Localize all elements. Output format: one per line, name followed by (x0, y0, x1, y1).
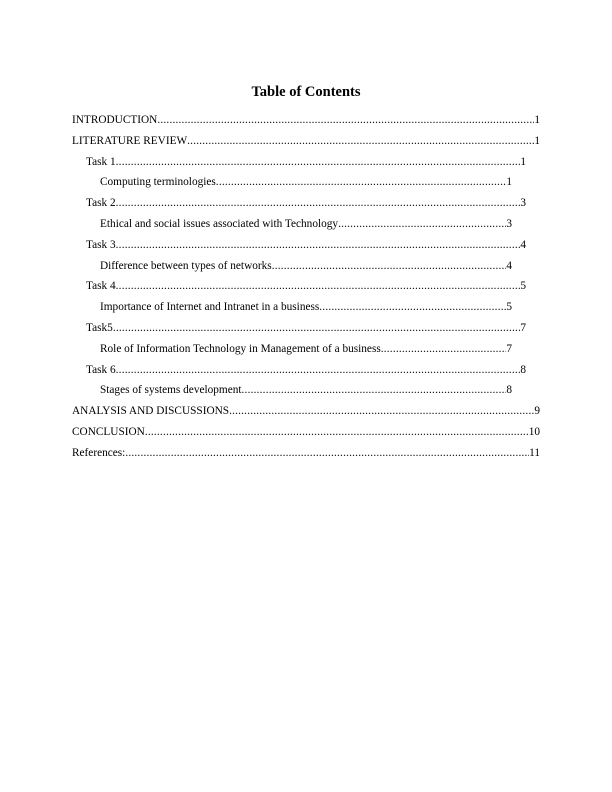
toc-entry-task-2[interactable] (0, 193, 612, 214)
toc-entry-difference-networks[interactable] (0, 256, 612, 277)
toc-entry-label: Task 1 (86, 155, 116, 168)
toc-entry-label: INTRODUCTION (72, 114, 158, 126)
toc-entry-ethical-social-issues[interactable] (0, 214, 612, 235)
toc-entry-page: 8 (506, 384, 512, 397)
toc-entry-label: LITERATURE REVIEW (72, 134, 188, 147)
dot-leader (113, 318, 521, 339)
toc-entry-internet-intranet[interactable] (0, 297, 612, 318)
toc-entry-label: Task 4 (86, 280, 116, 293)
toc-entry-page: 1 (506, 176, 512, 189)
toc-title: Table of Contents (251, 84, 361, 100)
dot-leader (242, 380, 507, 401)
toc-entry-task-1[interactable] (0, 152, 612, 173)
toc-entry-label: Role of Information Technology in Management of a business (100, 342, 381, 355)
dot-leader (116, 152, 521, 173)
toc-entry-page: 4 (506, 259, 512, 272)
toc-entry-label: CONCLUSION (72, 425, 145, 438)
toc-entry-page: 1 (534, 114, 540, 126)
toc-list (0, 110, 612, 464)
toc-entry-page: 3 (506, 217, 512, 230)
dot-leader (116, 360, 521, 381)
dot-leader (116, 235, 521, 256)
toc-entry-literature-review[interactable] (0, 131, 612, 152)
toc-entry-task-3[interactable] (0, 235, 612, 256)
toc-entry-label: Task5 (86, 321, 113, 334)
toc-entry-role-of-it[interactable] (0, 339, 612, 360)
toc-entry-page: 4 (520, 238, 526, 251)
dot-leader (116, 276, 521, 297)
dot-leader (272, 256, 507, 277)
toc-entry-stages-systems-development[interactable] (0, 380, 612, 401)
dot-leader (116, 193, 521, 214)
toc-entry-references[interactable] (0, 443, 612, 464)
toc-entry-page: 1 (534, 134, 540, 147)
toc-entry-page: 11 (529, 446, 540, 459)
toc-entry-task-6[interactable] (0, 360, 612, 381)
toc-entry-label: Ethical and social issues associated with Technology (100, 217, 339, 230)
toc-entry-label: References: (72, 446, 126, 459)
toc-entry-introduction[interactable] (0, 110, 612, 131)
toc-entry-label: Computing terminologies (100, 176, 216, 189)
dot-leader (338, 214, 506, 235)
toc-entry-label: Importance of Internet and Intranet in a business (100, 301, 320, 314)
toc-entry-page: 3 (520, 197, 526, 210)
toc-entry-label: Task 2 (86, 197, 116, 210)
toc-entry-page: 5 (506, 301, 512, 314)
toc-entry-label: Stages of systems development (100, 384, 242, 397)
toc-entry-page: 9 (534, 405, 540, 418)
toc-entry-page: 1 (520, 155, 526, 168)
toc-entry-task-4[interactable] (0, 276, 612, 297)
toc-entry-page: 7 (520, 321, 526, 334)
toc-entry-label: ANALYSIS AND DISCUSSIONS (72, 405, 230, 418)
toc-entry-label: Task 6 (86, 363, 116, 376)
toc-entry-label: Difference between types of networks (100, 259, 272, 272)
toc-entry-page: 10 (528, 425, 540, 438)
toc-entry-page: 5 (520, 280, 526, 293)
toc-entry-page: 7 (506, 342, 512, 355)
dot-leader (319, 297, 506, 318)
dot-leader (125, 443, 529, 464)
dot-leader (216, 172, 507, 193)
dot-leader (145, 422, 529, 443)
dot-leader (381, 339, 507, 360)
toc-entry-label: Task 3 (86, 238, 116, 251)
toc-entry-conclusion[interactable] (0, 422, 612, 443)
toc-entry-task-5[interactable] (0, 318, 612, 339)
toc-entry-page: 8 (520, 363, 526, 376)
dot-leader (157, 110, 534, 131)
toc-entry-computing-terminologies[interactable] (0, 172, 612, 193)
toc-entry-analysis-discussions[interactable] (0, 401, 612, 422)
dot-leader (187, 131, 534, 152)
dot-leader (229, 401, 534, 422)
